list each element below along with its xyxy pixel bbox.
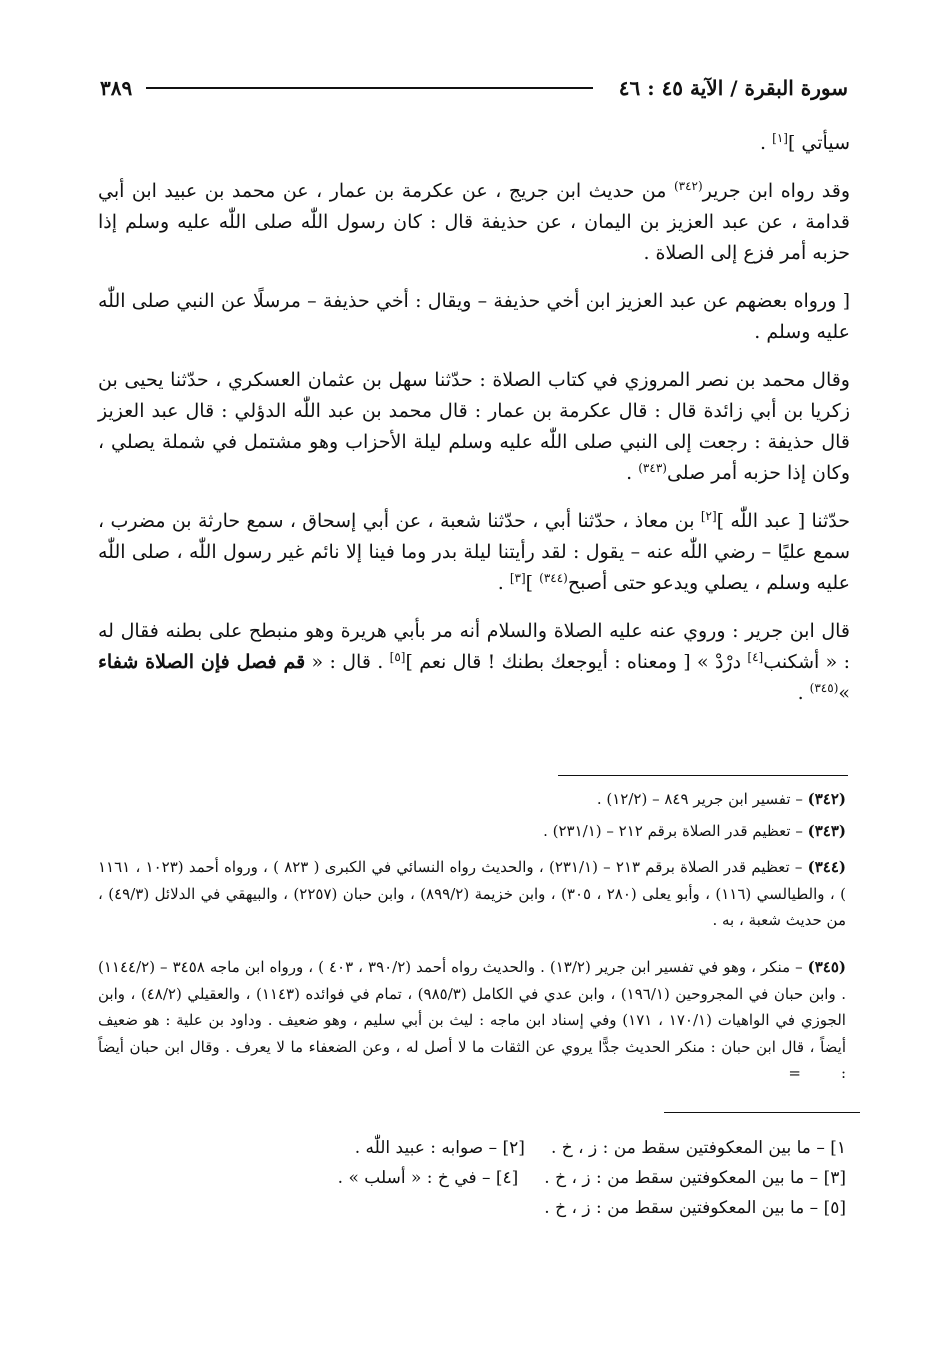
reference-marker: [٣] (509, 571, 526, 585)
footnote-number: (٣٤٥) (807, 958, 846, 976)
footnote-number: (٣٤٤) (807, 858, 846, 876)
editor-notes (338, 1133, 846, 1223)
text-run: . (497, 572, 510, 594)
footnote-text: – تفسير ابن جرير ٨٤٩ – (١٢/٢) . (596, 790, 808, 808)
paragraph (98, 365, 850, 489)
page-header (100, 70, 848, 106)
text-run: من حديث ابن جريج ، عن عكرمة بن عمار ، عن محمد بن عبيد ابن أبي قدامة ، عن عبد العزيز بن اليمان ، عن حذيفة قال : كان رسول اللّٰه صلى اللّٰه عليه وسلم إذا حزبه أمر فزع إلى الصلاة . (98, 180, 850, 264)
text-run: قال ابن جرير : وروي عنه عليه الصلاة والسلام أنه مر بأبي هريرة وهو منبطح على بطنه فقال له : « أشكنب (98, 620, 850, 673)
text-run: قم فصل فإن الصلاة شفاء (98, 651, 306, 673)
editor-note-row (338, 1133, 846, 1163)
footnote-343 (98, 818, 846, 845)
notes-separator (664, 1112, 860, 1113)
main-text (98, 128, 850, 726)
text-run: حدّثنا [ عبد اللّٰه ] (716, 510, 850, 532)
reference-marker: (٣٤٤) (539, 571, 568, 585)
reference-marker: [١] (772, 131, 788, 145)
continuation-mark: = (788, 1064, 801, 1082)
footnote-text: – تعظيم قدر الصلاة برقم ٢١٢ – (٢٣١/١) . (543, 822, 808, 840)
reference-marker: [٢] (700, 509, 717, 523)
paragraph (98, 128, 850, 159)
text-run: . (626, 462, 639, 484)
editor-note: [٢] – صوابه : عبيد اللّٰه . (354, 1138, 525, 1158)
text-run: . (760, 132, 773, 154)
reference-marker: [٥] (389, 650, 406, 664)
editor-note: [٣] – ما بين المعكوفتين سقط من : ز ، خ . (544, 1168, 846, 1188)
paragraph (98, 176, 850, 269)
editor-note-row (338, 1193, 846, 1223)
footnote-number: (٣٤٣) (807, 822, 846, 840)
text-run: وقد رواه ابن جرير (702, 180, 850, 202)
text-run: درْدْ » [ ومعناه : أيوجعك بطنك ! قال نعم ] (405, 651, 748, 673)
reference-marker: [٤] (747, 650, 764, 664)
reference-marker: (٣٤٣) (638, 461, 667, 475)
text-run: . قال : « (305, 651, 390, 673)
editor-note: ١] – ما بين المعكوفتين سقط من : ز ، خ . (550, 1138, 846, 1158)
text-run: . (797, 682, 810, 704)
page-number: ٣٨٩ (100, 76, 133, 100)
paragraph (98, 506, 850, 599)
footnote-text: – منكر ، وهو في تفسير ابن جرير (١٣/٢) . والحديث رواه أحمد (٣٩٠/٢ ، ٤٠٣ ) ، ورواه ابن ماجه ٣٤٥٨ – (١١٤٤/٢) . وابن حبان في المجروحين (١٩٦/١) ، وابن عدي في الكامل (٩٨٥/٣) ، تمام في فوائده (١١٤٣) ، والعقيلي (٤٨/٢) ، وابن الجوزي في الواهيات (١٧٠/١ ، ١٧١) وفي إسناد ابن ماجه : ليث بن أبي سليم ، وهو ضعيف . وداود بن علية : هو ضعيف أيضاً ، قال ابن حبان : منكر الحديث جدًّا يروي عن الثقات ما لا أصل له ، وعن الضعفاء ما لا يعرف . وقال ابن حبان أيضاً : (98, 958, 846, 1082)
editor-note: [٤] – في خ : « أسلب » . (337, 1168, 519, 1188)
reference-marker: (٣٤٢) (673, 179, 703, 193)
footnote-text: – تعظيم قدر الصلاة برقم ٢١٣ – (٢٣١/١) ، والحديث رواه النسائي في الكبرى ( ٨٢٣ ) ، ورواه أحمد (١٠٢٣ ، ١١٦١ ) ، والطيالسي (١١٦) ، وأبو يعلى (٢٨٠ ، ٣٠٥) ، وابن خزيمة (٨٩٩/٢) ، وابن حبان (٢٢٥٧) ، والبيهقي في الدلائل (٤٩/٣) ، من حديث شعبة ، به . (98, 858, 846, 929)
footnote-number: (٣٤٢) (807, 790, 846, 808)
text-run: ] (525, 572, 540, 594)
text-run: بن معاذ ، حدّثنا أبي ، حدّثنا شعبة ، عن أبي إسحاق ، سمع حارثة بن مضرب ، سمع عليًا – رضي اللّٰه عنه – يقول : لقد رأيتنا ليلة بدر وما فينا إلا نائم غير رسول اللّٰه ، صلى اللّٰه عليه وسلم ، يصلي ويدعو حتى أصبح (98, 510, 850, 594)
text-run: » (838, 682, 850, 704)
footnote-345 (98, 954, 846, 1087)
paragraph (98, 616, 850, 709)
text-run: [ ورواه بعضهم عن عبد العزيز ابن أخي حذيفة – ويقال : أخي حذيفة – مرسلًا عن النبي صلى اللّٰه عليه وسلم . (98, 290, 850, 343)
paragraph (98, 286, 850, 348)
running-title: سورة البقرة / الآية ٤٥ : ٤٦ (618, 76, 848, 100)
header-rule (146, 87, 593, 89)
text-run: سيأتي ] (787, 132, 850, 154)
text-run: وقال محمد بن نصر المروزي في كتاب الصلاة : حدّثنا سهل بن عثمان العسكري ، حدّثنا يحيى بن زكريا بن أبي زائدة قال : قال عكرمة بن عمار : قال محمد بن عبد اللّٰه الدؤلي : قال عبد العزيز قال حذيفة : رجعت إلى النبي صلى اللّٰه عليه وسلم ليلة الأحزاب وهو مشتمل في شملة يصلي ، وكان إذا حزبه أمر صلى (98, 369, 850, 484)
editor-note-row (338, 1163, 846, 1193)
footnote-separator (558, 775, 848, 776)
footnote-344 (98, 854, 846, 934)
editor-note: [٥] – ما بين المعكوفتين سقط من : ز ، خ . (544, 1198, 846, 1218)
footnote-342 (98, 786, 846, 813)
reference-marker: (٣٤٥) (809, 681, 839, 695)
